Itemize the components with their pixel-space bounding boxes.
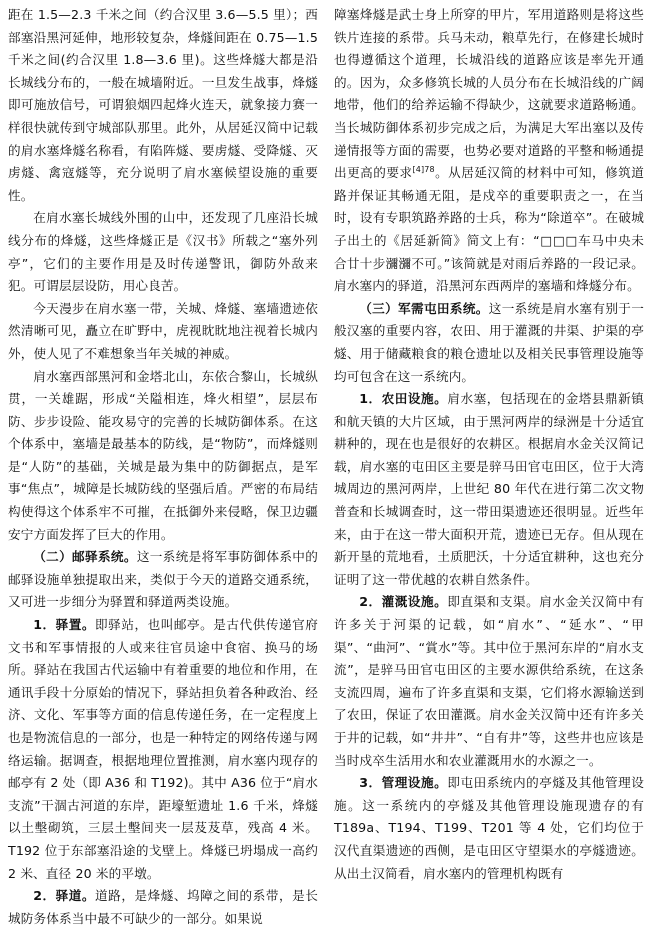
subsection-post-station <box>8 614 318 885</box>
paragraph-ruins-today: 今天漫步在肩水塞一带，关城、烽燧、塞墙遗迹依然清晰可见，矗立在旷野中，虎视眈眈地注视着长城内外，使人见了不难想象当年关城的神威。 <box>8 300 318 361</box>
subsection-irrigation <box>334 591 644 772</box>
paragraph-text: 。从居延汉简的材料中可知，修筑道路并保证其畅通无阻，是戍卒的重要职责之一，在当时，设有专职筑路养路的士兵，称为“除道卒”。在破城子出土的《居延新简》简文上有：“□□□车马中央未合廿十步瀰瀰不可。”该简就是对雨后养路的一段记录。肩水塞内的驿道，沿黑河东西两岸的塞墙和烽燧分布。 <box>334 165 645 294</box>
paragraph-defense-system: 肩水塞西部黑河和金塔北山，东依合黎山，长城纵贯，一关雄踞，形成“关隘相连，烽火相望”，层层布防、步步设险、能攻易守的完善的长城防御体系。在这个体系中，塞墙是最基本的防线，是“物防”，而烽燧则是“人防”的基础，关城是最为集中的防御据点，是军事“焦点”，城障是长城防线的坚强后盾。严密的布局结构使得这个体系牢不可摧，在抵御外来侵略，保卫边疆安宁方面发挥了巨大的作用。 <box>8 368 318 542</box>
section-text: 这一系统是将军事防御体系中的邮驿设施单独提取出来，类似于今天的道路交通系统，又可进一步细分为驿置和驿道两类设施。 <box>8 549 318 610</box>
subsection-text: 道路，是烽燧、坞障之间的系带，是长城防务体系当中最不可缺少的一部分。如果说 <box>8 888 318 926</box>
citation-reference: [4]78 <box>412 164 435 174</box>
subsection-management <box>334 772 644 885</box>
subsection-text: 肩水塞，包括现在的金塔县鼎新镇和航天镇的大片区域，由于黑河两岸的绿洲是十分适宜耕种的，现在也是很好的农耕区。根据肩水金关汉简记载，肩水塞的屯田区主要是骍马田官屯田区，位于大湾城周边的黑河两岸，上世纪 80 年代在进行第二次文物普查和长城调查时，这一带田渠遗迹还很明显。近些年来，由于在这一带大面积开荒，遗迹已无存。但从现在新开垦的荒地看，土质肥沃，十分适宜耕种，这也充分证明了这一带优越的农耕自然条件。 <box>334 391 644 587</box>
subsection-heading: 1．农田设施。 <box>359 391 448 407</box>
subsection-text: 即直渠和支渠。肩水金关汉简中有许多关于河渠的记载，如“肩水”、“延水”、“甲渠”、“曲河”、“賞水”等。其中位于黑河东岸的“肩水支流”，是骍马田官屯田区的主要水源供给系统，在这条支流四周，遍布了许多直渠和支渠，它们将水源输送到了农田，保证了农田灌溉。肩水金关汉简中还有许多关于井的记载，如“井井”、“自有井”等，这些井也应该是当时戍卒生活用水和农业灌溉用水的水源之一。 <box>334 594 644 768</box>
section-heading: （二）邮驿系统。 <box>33 549 137 565</box>
subsection-heading: 3．管理设施。 <box>359 775 448 791</box>
paragraph-outer-beacons: 在肩水塞长城线外围的山中，还发现了几座沿长城线分布的烽燧，这些烽燧正是《汉书》所载之“塞外列亭”，它们的主要作用是及时传递警讯，御防外敌来犯。可谓层层设防，用心良苦。 <box>8 210 318 294</box>
subsection-text: 即屯田系统内的亭燧及其他管理设施。这一系统内的亭燧及其他管理设施现遗存的有 T189a、T194、T199、T201 等 4 处，它们均位于汉代直渠遗迹的西侧，是屯田区守望渠水的亭燧遗迹。从出土汉简看，肩水塞内的管理机构既有 <box>334 775 644 881</box>
subsection-text: 即驿站，也叫邮亭。是古代供传递官府文书和军事情报的人或来往官员途中食宿、换马的场所。驿站在我国古代运输中有着重要的地位和作用，在通讯手段十分原始的情况下，驿站担负着各种政治、经济、文化、军事等方面的信息传递任务，在一定程度上也是物流信息的一部分，也是一种特定的网络传递与网络运输。据调查，根据地理位置推测，肩水塞内现存的邮亭有 2 处（即 A36 和 T192)。其中 A36 位于“肩水支流”干涸古河道的东岸，距壕堑遗址 1.6 千米，烽燧以土墼砌筑，三层土墼间夹一层芨芨草，残高 4 米。T192 位于东部塞沿途的戈壁上。烽燧已坍塌成一高约 2 米、直径 20 米的平墩。 <box>8 617 318 881</box>
left-column <box>8 4 318 926</box>
right-column <box>334 4 644 926</box>
subsection-post-road <box>8 885 318 930</box>
paragraph-text: 障塞烽燧是武士身上所穿的甲片，军用道路则是将这些铁片连接的系带。兵马未动，粮草先行，在修建长城时也得遵循这个道理，长城沿线的道路应该是率先开通的。因为，众多修筑长城的人员分布在长城沿线的广阔地带，他们的给养运输不得缺少，这就要求道路畅通。当长城防御体系初步完成之后，为满足大军出塞以及传递情报等方面的需要，也势必要对道路的平整和畅通提出更高的要求 <box>334 7 644 181</box>
subsection-heading: 2．灌溉设施。 <box>359 594 448 610</box>
section-military-farming <box>334 298 644 388</box>
subsection-heading: 2．驿道。 <box>33 888 96 904</box>
paragraph-beacon-spacing: 距在 1.5—2.3 千米之间（约合汉里 3.6—5.5 里）；西部塞沿黑河延伸，地形较复杂，烽燧间距在 0.75—1.5 千米之间(约合汉里 1.8—3.6 里)。这些烽燧大都是沿长城线分布的，一般在城墙附近。一旦发生战事，烽燧即可施放信号，可谓狼烟四起烽火连天，就象接力赛一样很快就传到守城部队那里。此外，从居延汉简中记载的肩水塞烽燧名称看，有陷阵燧、要虏燧、受降燧、灭虏燧、禽寇燧等，充分说明了肩水塞候望设施的重要性。 <box>8 7 318 203</box>
section-heading: （三）军需屯田系统。 <box>359 300 489 316</box>
paragraph-road-continuation <box>334 4 644 298</box>
subsection-heading: 1．驿置。 <box>33 617 96 633</box>
section-postal-system <box>8 546 318 614</box>
subsection-farmland <box>334 388 644 591</box>
section-text: 这一系统是肩水塞有别于一般汉塞的重要内容，农田、用于灌溉的井渠、护渠的亭燧、用于储藏粮食的粮仓遗址以及相关民事管理设施等均可包含在这一系统内。 <box>334 300 644 384</box>
